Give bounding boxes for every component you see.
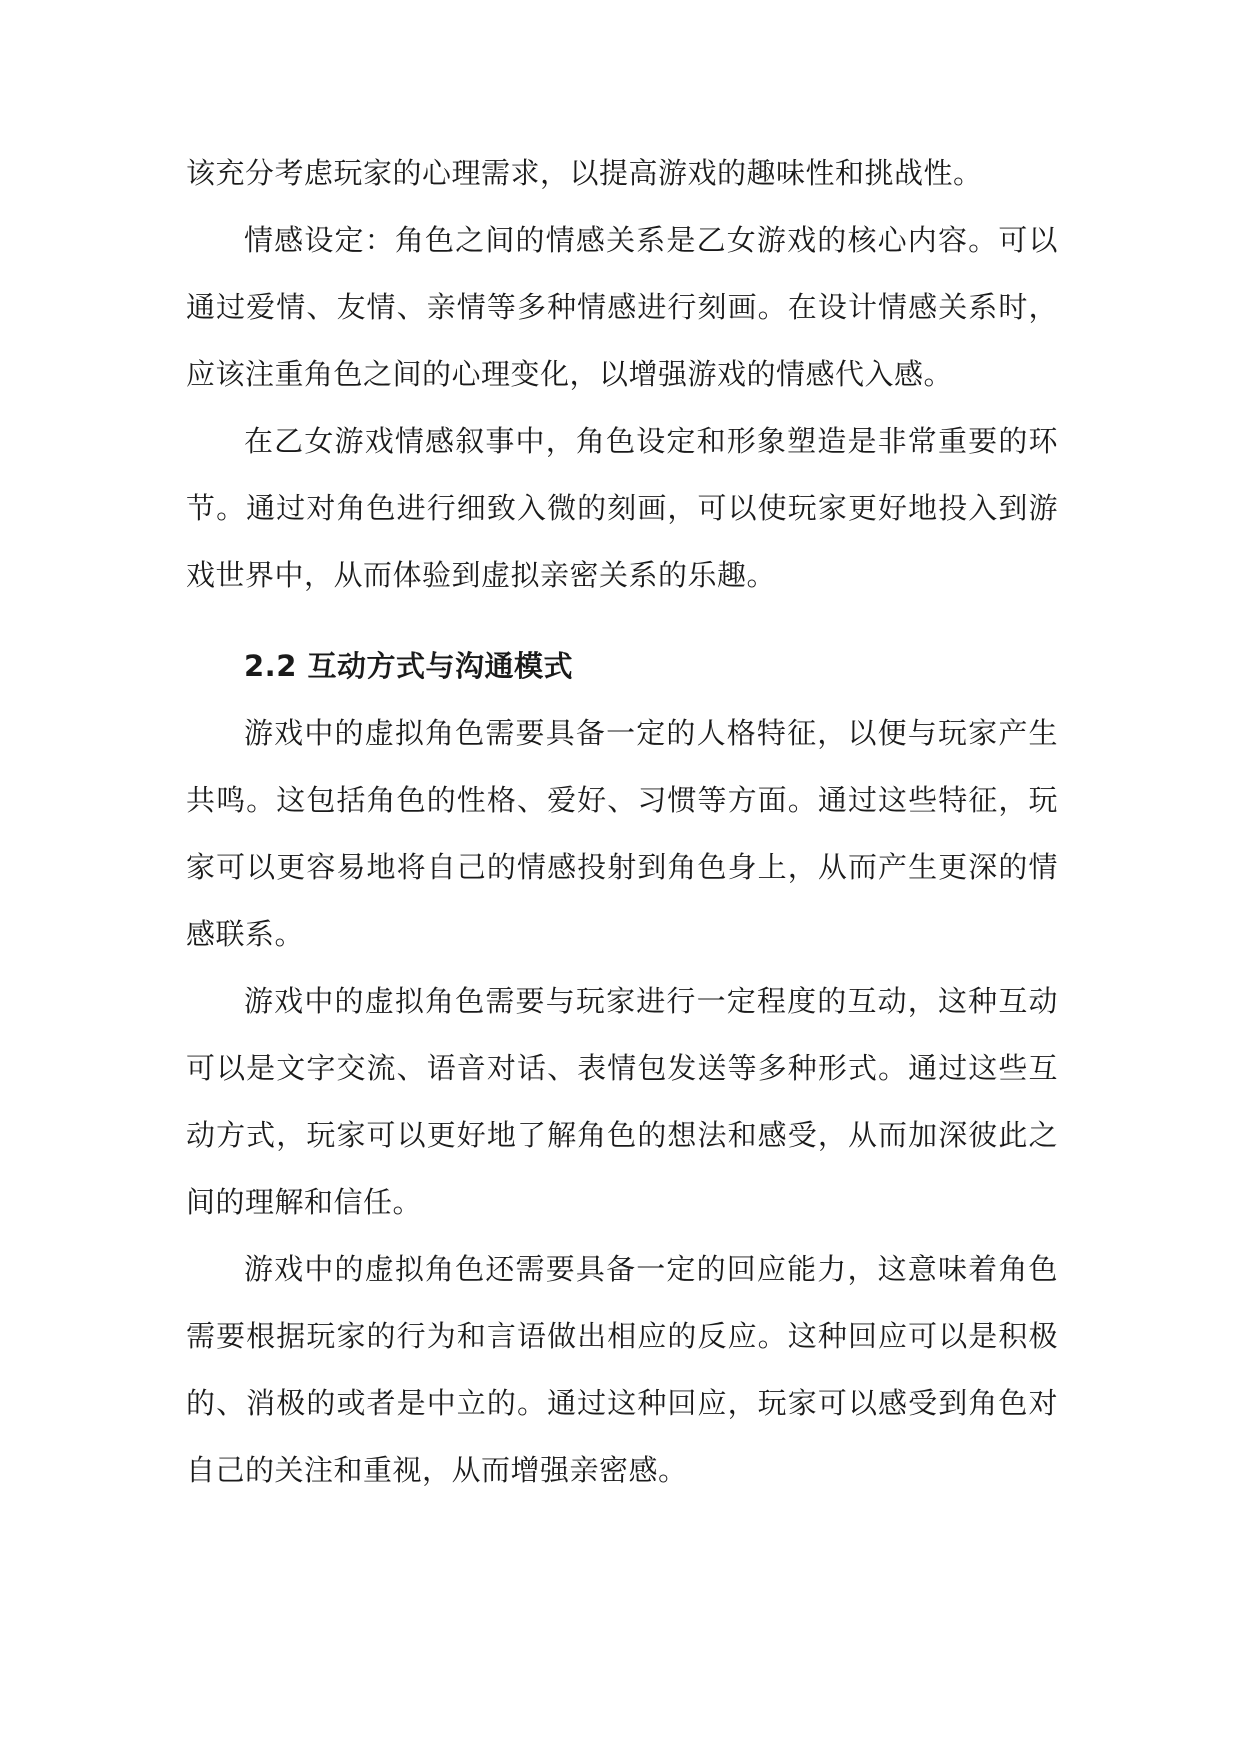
- paragraph-personality: 游戏中的虚拟角色需要具备一定的人格特征，以便与玩家产生共鸣。这包括角色的性格、爱好、习惯等方面。通过这些特征，玩家可以更容易地将自己的情感投射到角色身上，从而产生更深的情感联系。: [186, 716, 1058, 951]
- paragraph-interaction: 游戏中的虚拟角色需要与玩家进行一定程度的互动，这种互动可以是文字交流、语音对话、表情包发送等多种形式。通过这些互动方式，玩家可以更好地了解角色的想法和感受，从而加深彼此之间的理解和信任。: [186, 984, 1058, 1219]
- section-heading: 2.2 互动方式与沟通模式: [244, 649, 573, 683]
- paragraph-character-design: 在乙女游戏情感叙事中，角色设定和形象塑造是非常重要的环节。通过对角色进行细致入微的刻画，可以使玩家更好地投入到游戏世界中，从而体验到虚拟亲密关系的乐趣。: [186, 424, 1058, 592]
- document-body: [186, 140, 1058, 1504]
- paragraph-response: 游戏中的虚拟角色还需要具备一定的回应能力，这意味着角色需要根据玩家的行为和言语做出相应的反应。这种回应可以是积极的、消极的或者是中立的。通过这种回应，玩家可以感受到角色对自己的关注和重视，从而增强亲密感。: [186, 1252, 1058, 1487]
- paragraph-continued: 该充分考虑玩家的心理需求，以提高游戏的趣味性和挑战性。: [186, 156, 983, 190]
- paragraph-emotion-setting: 情感设定：角色之间的情感关系是乙女游戏的核心内容。可以通过爱情、友情、亲情等多种情感进行刻画。在设计情感关系时，应该注重角色之间的心理变化，以增强游戏的情感代入感。: [186, 223, 1058, 391]
